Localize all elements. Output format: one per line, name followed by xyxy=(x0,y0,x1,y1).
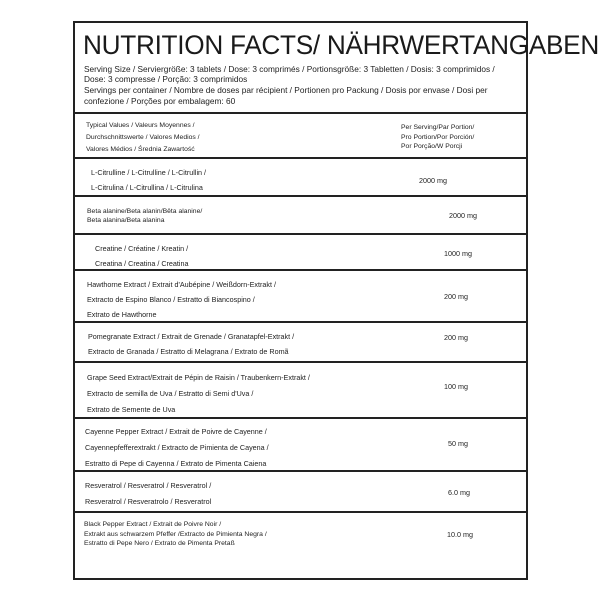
nutrient-value: 10.0 mg xyxy=(447,530,473,539)
servings-per-container-line-1: Servings per container / Nombre de doses par récipient / Portionen pro Packung / Dosis por envase / Dosi per xyxy=(84,85,488,95)
nutrient-name xyxy=(85,478,211,510)
nutrient-name-line: Extracto de Granada / Estratto di Melagrana / Extrato de Romã xyxy=(88,347,289,356)
nutrient-value: 1000 mg xyxy=(444,249,472,258)
serving-size-line-2: Dose: 3 compresse / Porção: 3 comprimidos xyxy=(84,74,248,84)
nutrient-row-l-citrulline xyxy=(75,159,526,197)
nutrient-value: 200 mg xyxy=(444,333,468,342)
nutrient-row-beta-alanine xyxy=(75,197,526,235)
nutrient-name-line: Cayenne Pepper Extract / Extrait de Poivre de Cayenne / xyxy=(85,427,267,436)
label-title: NUTRITION FACTS/ NÄHRWERTANGABEN xyxy=(83,30,599,60)
nutrient-name-line: L-Citrulline / L-Citrulline / L-Citrullin / xyxy=(91,168,207,177)
nutrient-row-cayenne-pepper-extract xyxy=(75,419,526,472)
nutrient-name-line: Resveratrol / Resveratrol / Resveratrol / xyxy=(85,481,212,490)
nutrient-name-line: Resveratrol / Resveratrolo / Resveratrol xyxy=(85,497,212,506)
nutrient-value: 200 mg xyxy=(444,292,468,301)
nutrient-name-line: Extrakt aus schwarzem Pfeffer /Extracto de Pimienta Negra / xyxy=(84,530,267,538)
nutrient-row-creatine xyxy=(75,235,526,271)
nutrient-name-line: Extracto de semilla de Uva / Estratto di Semi d'Uva / xyxy=(87,389,254,398)
nutrient-name-line: Pomegranate Extract / Extrait de Grenade / Granatapfel-Extrakt / xyxy=(88,332,295,341)
label-header xyxy=(75,23,599,114)
nutrient-row-resveratrol xyxy=(75,472,526,513)
nutrient-name xyxy=(87,207,202,225)
nutrient-value: 50 mg xyxy=(448,439,468,448)
nutrient-name-line: Grape Seed Extract/Extrait de Pépin de Raisin / Traubenkern-Extrakt / xyxy=(87,373,310,382)
nutrient-name-line: Beta alanine/Beta alanin/Bêta alanine/ xyxy=(87,208,203,215)
nutrient-name xyxy=(85,424,269,472)
nutrient-name-line: Cayennepfefferextrakt / Extracto de Pimienta de Cayena / xyxy=(85,443,269,452)
typical-values-line: Typical Values / Valeurs Moyennes / xyxy=(86,122,195,129)
nutrient-name-line: L-Citrulina / L-Citrullina / L-Citrulina xyxy=(91,183,203,192)
nutrient-name-line: Estratto di Pepe di Cayenna / Extrato de Pimenta Caiena xyxy=(85,459,267,468)
nutrient-name xyxy=(87,370,310,418)
nutrient-name xyxy=(95,241,188,271)
nutrient-value: 2000 mg xyxy=(449,211,477,220)
per-serving-line: Por Porção/W Porcji xyxy=(401,143,463,150)
nutrient-name xyxy=(88,329,294,359)
nutrient-value: 2000 mg xyxy=(419,176,447,185)
nutrient-name-line: Extracto de Espino Blanco / Estratto di Biancospino / xyxy=(87,295,255,304)
servings-per-container-line-2: confezione / Porções por embalagem: 60 xyxy=(84,96,236,106)
nutrient-name-line: Beta alanina/Beta alanina xyxy=(87,217,165,224)
nutrient-name xyxy=(84,520,267,549)
per-serving-line: Per Serving/Par Portion/ xyxy=(401,124,475,131)
nutrient-name-line: Black Pepper Extract / Extrait de Poivre Noir / xyxy=(84,521,222,528)
serving-size-line-1: Serving Size / Serviergröße: 3 tablets / Dose: 3 comprimés / Portionsgröße: 3 Tabletten / Dosis: 3 comprimidos / xyxy=(84,64,495,74)
nutrient-name xyxy=(87,277,276,322)
nutrient-name-line: Creatina / Creatina / Creatina xyxy=(95,259,189,268)
typical-values-line: Durchschnittswerte / Valores Medios / xyxy=(86,134,200,141)
nutrient-name-line: Extrato de Semente de Uva xyxy=(87,405,176,414)
nutrient-row-grape-seed-extract xyxy=(75,363,526,419)
nutrient-row-pomegranate-extract xyxy=(75,323,526,363)
typical-values-line: Valores Médios / Średnia Zawartość xyxy=(86,146,195,153)
column-header-row xyxy=(75,112,526,159)
per-serving-header xyxy=(401,123,474,152)
nutrient-row-black-pepper-extract xyxy=(75,513,526,578)
nutrient-value: 6.0 mg xyxy=(448,488,470,497)
nutrient-name-line: Extrato de Hawthorne xyxy=(87,310,157,319)
typical-values-header xyxy=(86,120,200,156)
per-serving-line: Pro Portion/Por Porción/ xyxy=(401,133,475,141)
nutrient-name-line: Creatine / Créatine / Kreatin / xyxy=(95,244,189,253)
nutrient-row-hawthorne-extract xyxy=(75,271,526,323)
nutrient-name-line: Hawthorne Extract / Extrait d'Aubépine / Weißdorn-Extrakt / xyxy=(87,280,276,289)
nutrition-facts-label xyxy=(73,21,599,580)
nutrient-value: 100 mg xyxy=(444,382,468,391)
nutrient-name xyxy=(91,165,206,195)
nutrient-name-line: Estratto di Pepe Nero / Extrato de Pimenta Pretaß xyxy=(84,540,235,547)
